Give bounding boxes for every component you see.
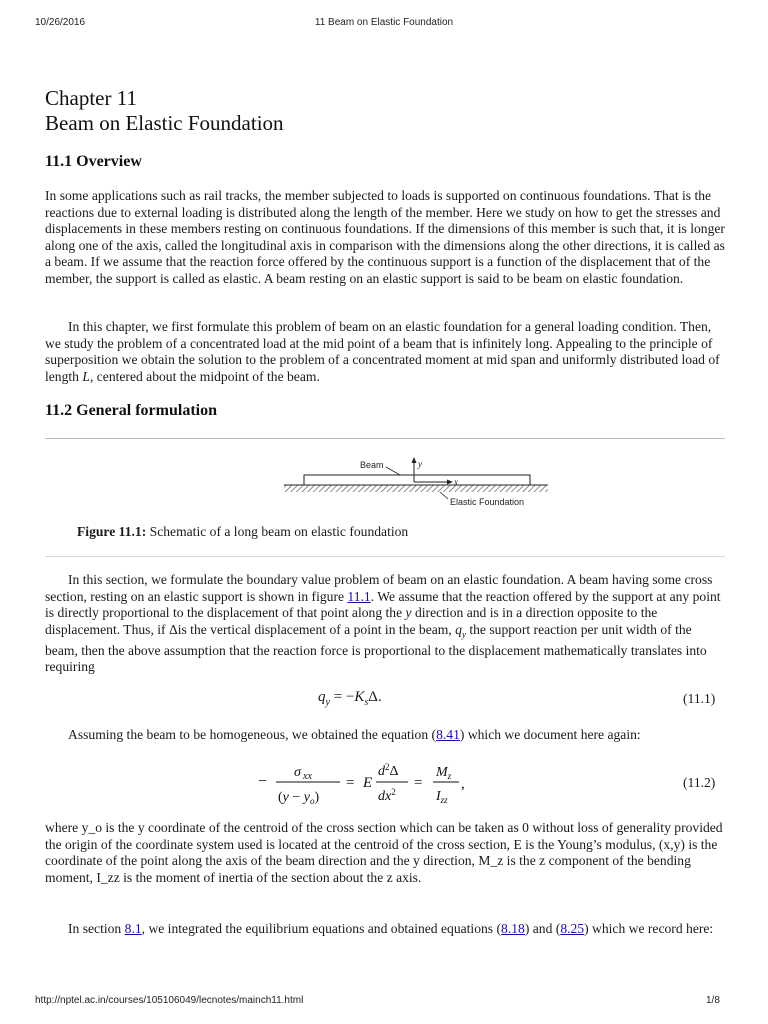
print-title: 11 Beam on Elastic Foundation <box>314 17 454 28</box>
section-heading-overview: 11.1 Overview <box>45 153 142 170</box>
beam-rect <box>304 475 530 485</box>
section-heading-general: 11.2 General formulation <box>45 402 217 419</box>
foundation-hatch <box>284 485 548 492</box>
chapter-number: Chapter 11 <box>45 86 137 110</box>
p3-var-q: q <box>455 621 462 637</box>
svg-text:−: − <box>258 773 268 790</box>
caption-label: Figure 11.1: <box>77 524 147 539</box>
svg-text:d2Δ: $d^2\Delta$ <box>378 762 399 779</box>
p6-text-a: In section <box>68 921 125 936</box>
p6-text-d: ) which we record here: <box>584 921 714 936</box>
figure-link[interactable]: 11.1 <box>347 588 371 604</box>
equation-11-2 <box>256 758 486 808</box>
figure-caption <box>77 524 408 540</box>
beam-figure <box>282 455 552 511</box>
equation-number-11-1: (11.1) <box>683 691 716 706</box>
svg-text:xx: xx <box>303 771 312 782</box>
p2-text-b: , centered about the midpoint of the beam. <box>89 368 320 384</box>
paragraph-formulation <box>45 572 725 676</box>
svg-text:σ: σ <box>294 765 301 780</box>
equation-link-8-18[interactable]: 8.18 <box>501 921 525 936</box>
svg-text:E: E <box>363 775 373 791</box>
p2-text-a: In this chapter, we first formulate this problem of beam on an elastic foundation for a general loading condition. Then, we study the problem of a concentrated load at the mid point of a beam that is infinitely long. Appealing to the principle of superposition we obtain the solution to the problem of a concentrated moment at mid span and uniformly distributed load of length <box>45 319 720 384</box>
divider-bottom <box>45 556 725 557</box>
svg-text:Izz: $I_{zz}$ <box>436 789 448 805</box>
p3-text-c: direction and is in a direction opposite to the displacement. Thus, if Δis the vertical displacement of a point in the beam, <box>45 605 658 637</box>
svg-text:=: = <box>346 775 355 791</box>
p3-text-b: . We assume that the reaction offered by the support at any point is directly proportional to the displacement of that point along the <box>45 588 721 620</box>
p3-text-d: the support reaction per unit width of the beam, then the above assumption that the reaction force is proportional to the displacement mathematically translates into requiring <box>45 621 707 675</box>
equation-11-1: $q_y = -K_s\Delta$. <box>318 689 382 708</box>
footer-url: http://nptel.ac.in/courses/105106049/lecnotes/mainch11.html <box>35 995 304 1006</box>
foundation-label: Elastic Foundation <box>450 497 525 507</box>
equation-number-11-2: (11.2) <box>683 775 716 790</box>
paragraph-overview-1: In some applications such as rail tracks, the member subjected to loads is supported on continuous foundations. That is the reactions due to external loading is distributed along the length of the member. Here we study on how to get the stresses and displacements in these members resting on continuous foundations. If the dimensions of this member is such that, it is longer along one of the axis, called the longitudinal axis in comparison with the dimensions along the other directions, it is called as a beam. If we assume that the reaction force offered by the continuous support is a function of the displacement that of the member, the support is called as elastic. A beam resting on an elastic support is said to be beam on elastic foundation. <box>45 188 725 286</box>
p6-text-c: ) and ( <box>524 921 561 936</box>
p3-var-q-sub: y <box>461 629 466 640</box>
p5-text: where y_o is the y coordinate of the centroid of the cross section which can be taken as 0 without loss of generality provided the origin of the coordinate system used is located at the centroid of the cross section, E is the Young’s modulus, (x,y) is the coordinate of the point along the axis of the beam direction and the y direction, M_z is the z component of the bending moment, I_zz is the moment of inertia of the section about the z axis. <box>45 820 723 885</box>
svg-text:dx2: $dx^2$ <box>378 787 396 804</box>
beam-label: Beam <box>360 460 384 470</box>
p2-var-L: L <box>82 368 90 384</box>
divider-top <box>45 438 725 439</box>
paragraph-where <box>45 820 725 886</box>
footer-page-number: 1/8 <box>706 995 720 1006</box>
paragraph-homogeneous <box>45 727 725 744</box>
paragraph-section-8-1 <box>45 921 725 938</box>
p4-text-a: Assuming the beam to be homogeneous, we obtained the equation ( <box>68 727 437 742</box>
equation-link-8-41[interactable]: 8.41 <box>436 727 460 742</box>
svg-text:Mz: $M_z$ <box>436 765 452 781</box>
p3-var-y: y <box>405 605 412 620</box>
y-axis-label: y <box>418 459 422 469</box>
caption-text: Schematic of a long beam on elastic foundation <box>149 524 409 539</box>
section-link-8-1[interactable]: 8.1 <box>124 921 142 936</box>
svg-text:,: , <box>461 776 465 792</box>
paragraph-overview-2 <box>45 319 725 385</box>
p4-text-b: ) which we document here again: <box>459 727 641 742</box>
chapter-title: Beam on Elastic Foundation <box>45 111 284 135</box>
chapter-heading <box>45 86 284 136</box>
svg-text:=: = <box>414 775 423 791</box>
x-axis-label: x <box>454 477 458 487</box>
p6-text-b: , we integrated the equilibrium equations and obtained equations ( <box>141 921 502 936</box>
equation-link-8-25[interactable]: 8.25 <box>560 921 585 936</box>
print-date: 10/26/2016 <box>35 17 86 28</box>
svg-text:(y − yo): $(y - y_o)$ <box>278 790 320 806</box>
p3-text-a: In this section, we formulate the boundary value problem of beam on an elastic foundation. A beam having some cross section, resting on an elastic support is shown in figure <box>45 572 713 604</box>
